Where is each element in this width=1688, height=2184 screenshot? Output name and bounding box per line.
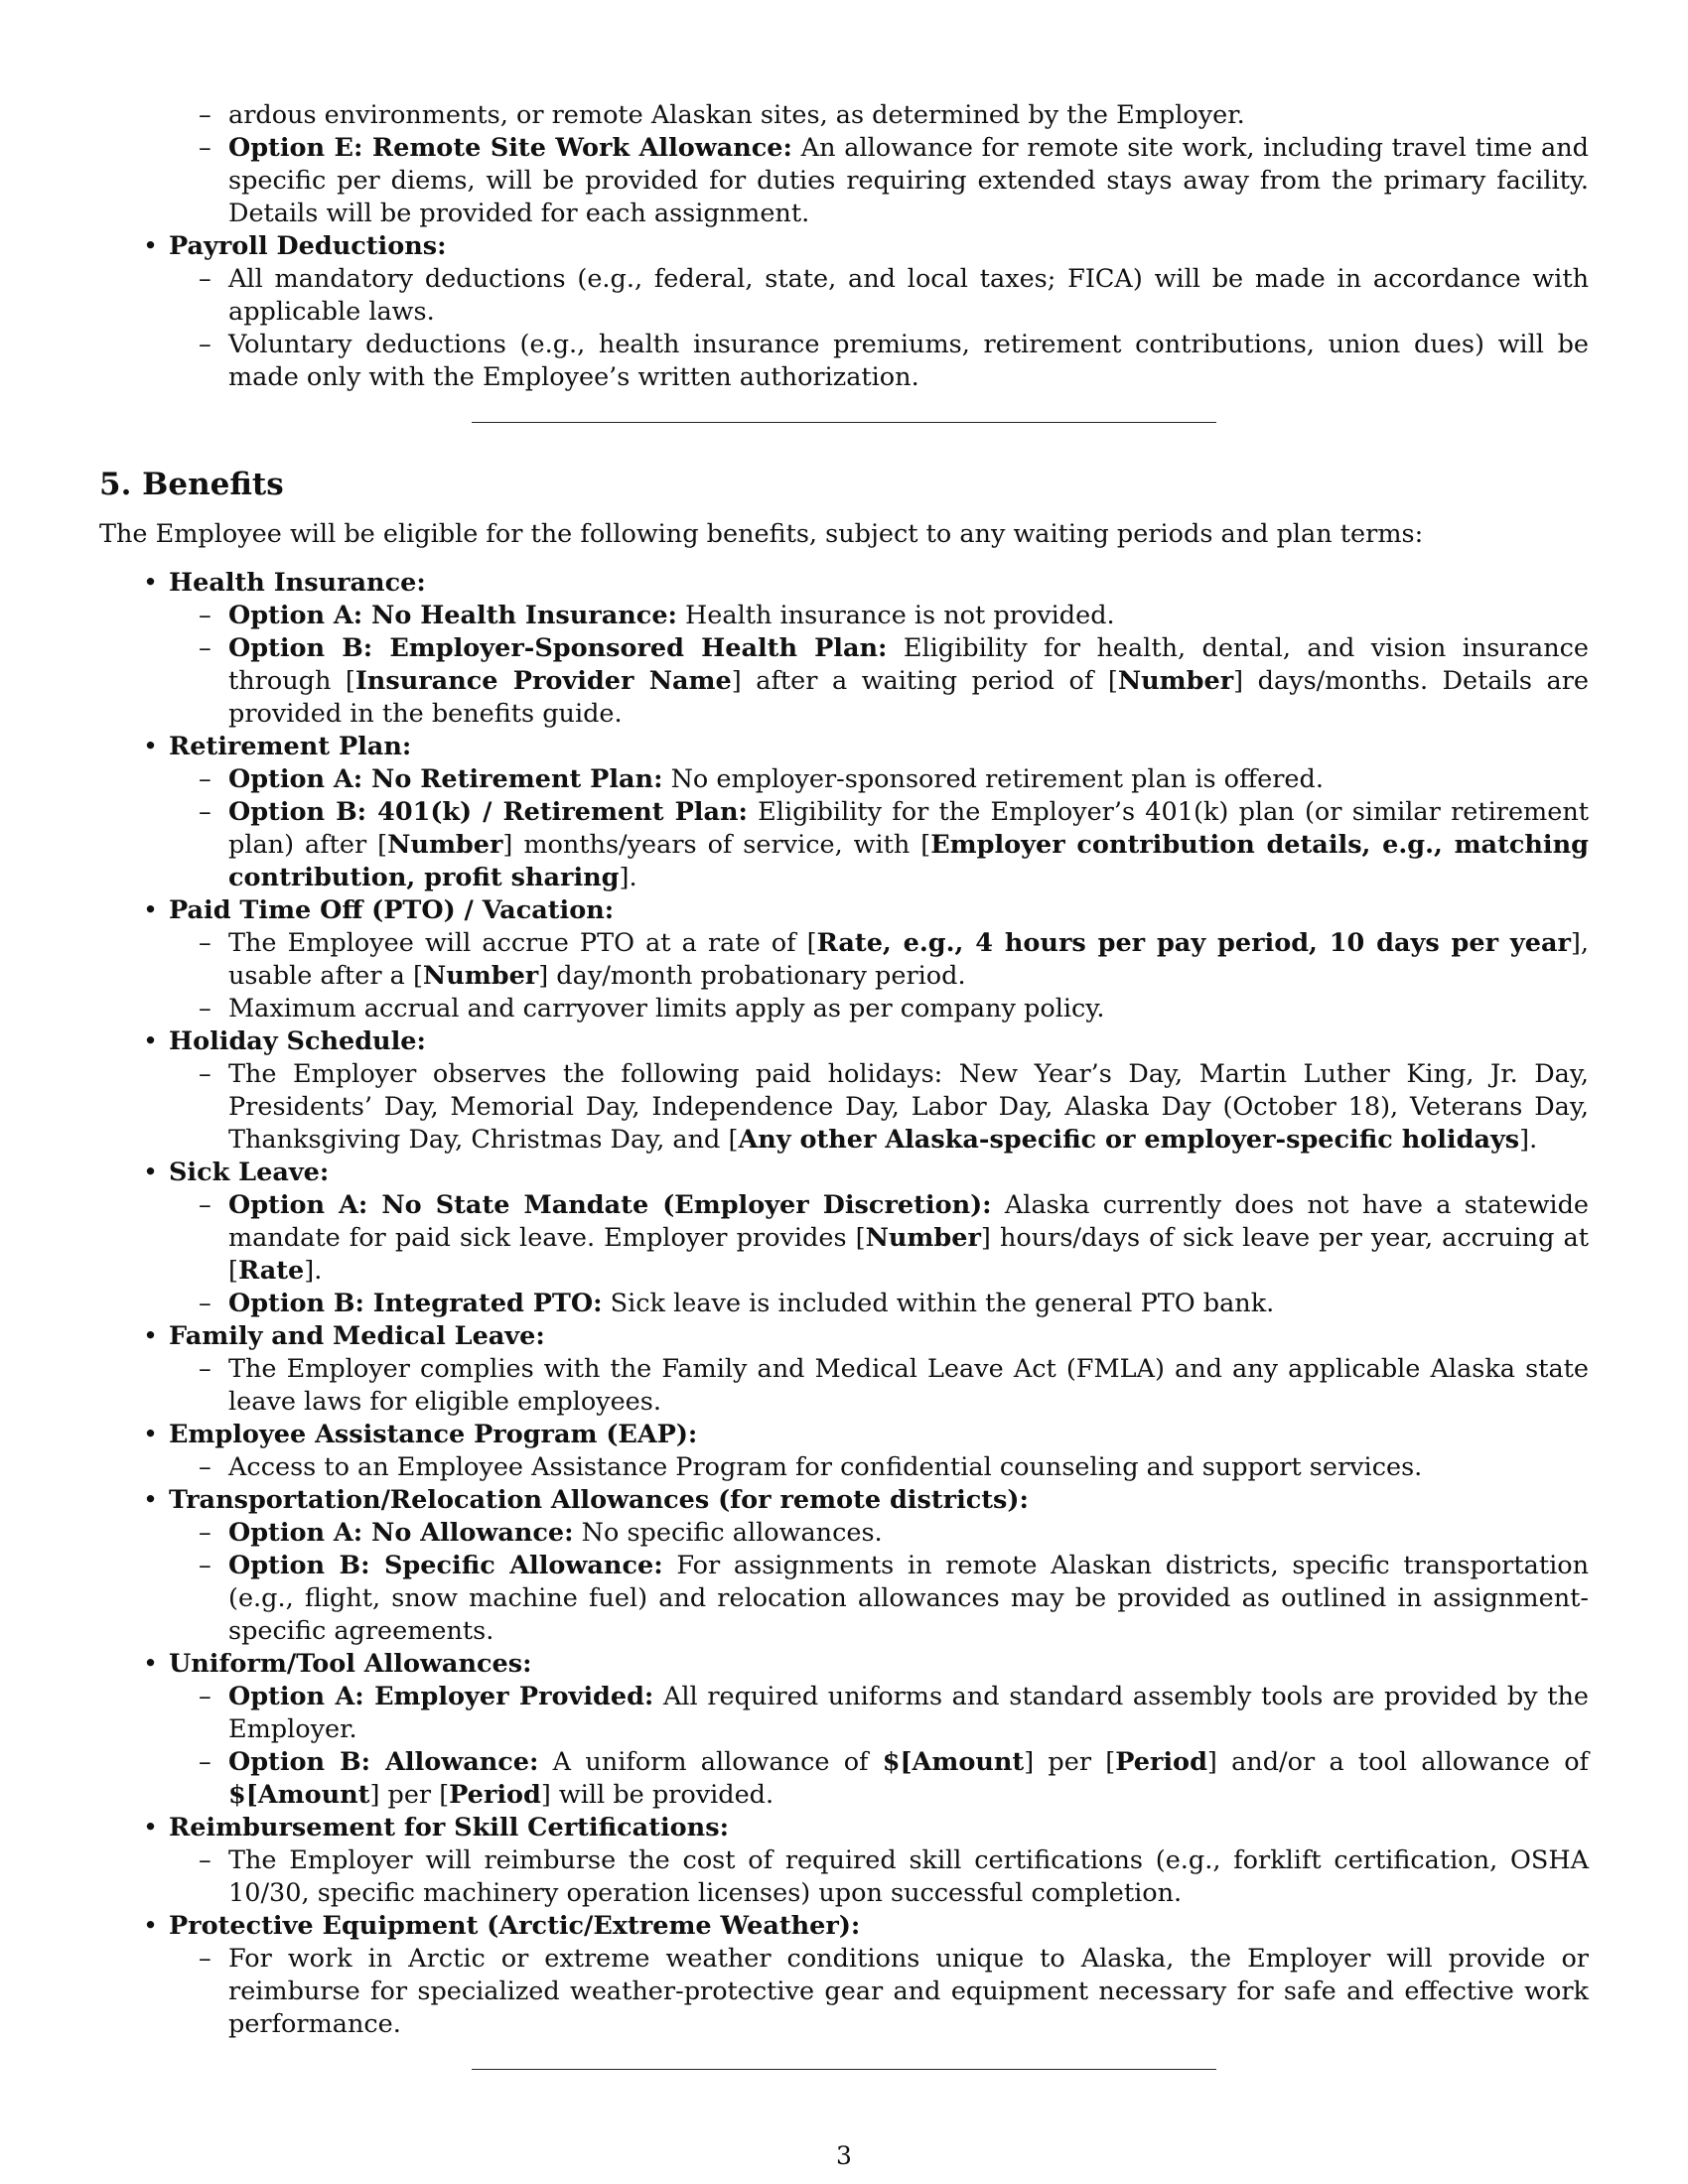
- protective-title: • Protective Equipment (Arctic/Extreme Weather):: [169, 1911, 861, 1941]
- text-segment: ].: [304, 1256, 323, 1286]
- pto-title: • Paid Time Off (PTO) / Vacation:: [169, 895, 615, 925]
- text-segment: ] and/or a tool allowance of: [1206, 1747, 1589, 1777]
- uniform-title: • Uniform/Tool Allowances:: [169, 1649, 532, 1679]
- cert-items: [169, 1844, 1589, 1910]
- placeholder: Number: [1117, 666, 1234, 696]
- benefit-retirement: [169, 731, 1589, 894]
- health-option-a: [228, 600, 1589, 632]
- document-page: [99, 99, 1589, 2070]
- benefit-pto: [169, 894, 1589, 1025]
- benefit-holiday: [169, 1025, 1589, 1157]
- benefits-list: [99, 567, 1589, 2041]
- pto-limits: – Maximum accrual and carryover limits apply as per company policy.: [228, 993, 1589, 1025]
- payroll-title: • Payroll Deductions:: [169, 231, 447, 261]
- text-segment: ] per [: [369, 1780, 450, 1810]
- sick-option-a: [228, 1189, 1589, 1288]
- benefit-eap: [169, 1419, 1589, 1484]
- option-e-list: [99, 132, 1589, 230]
- sick-option-b: [228, 1288, 1589, 1320]
- payroll-mandatory: – All mandatory deductions (e.g., federal, state, and local taxes; FICA) will be made in accordance with applicable laws.: [228, 263, 1589, 329]
- text-segment: ] per [: [1024, 1747, 1116, 1777]
- pto-items: [169, 927, 1589, 1025]
- transport-option-a-label: Option A: No Allowance:: [228, 1518, 574, 1548]
- benefit-fmla: [169, 1320, 1589, 1419]
- fmla-text: – The Employer complies with the Family and Medical Leave Act (FMLA) and any applicable Alaska state leave laws for eligible employees.: [228, 1353, 1589, 1419]
- text-segment: The Employee will accrue PTO at a rate of [: [228, 928, 817, 958]
- text-segment: ] after a waiting period of [: [731, 666, 1118, 696]
- placeholder: Number: [422, 961, 539, 991]
- uniform-option-a-text: All required uniforms and standard assembly tools are provided by the Employer.: [228, 1682, 1589, 1744]
- placeholder: $[Amount: [882, 1747, 1025, 1777]
- option-d-tail-text: ardous environments, or remote Alaskan sites, as determined by the Employer.: [228, 100, 1245, 130]
- page-number: 3: [836, 2141, 852, 2170]
- text-segment: A uniform allowance of: [538, 1747, 883, 1777]
- text-segment: ] months/years of service, with [: [502, 830, 931, 860]
- uniform-option-a: [228, 1681, 1589, 1746]
- transport-title: • Transportation/Relocation Allowances (for remote districts):: [169, 1485, 1029, 1515]
- placeholder: $[Amount: [228, 1780, 370, 1810]
- continued-options-list: [99, 99, 1589, 132]
- text-segment: ] hours/days of sick leave per year, accruing at [: [228, 1223, 1589, 1286]
- placeholder: Insurance Provider Name: [354, 666, 732, 696]
- placeholder: Number: [865, 1223, 981, 1253]
- section-title: 5. Benefits: [99, 467, 284, 502]
- health-option-a-text: Health insurance is not provided.: [676, 601, 1115, 630]
- placeholder: Period: [1115, 1747, 1207, 1777]
- sick-option-b-text: Sick leave is included within the general PTO bank.: [602, 1289, 1275, 1318]
- eap-title: • Employee Assistance Program (EAP):: [169, 1420, 698, 1449]
- benefit-sick-leave: [169, 1157, 1589, 1320]
- protective-items: [169, 1943, 1589, 2041]
- transport-option-a-text: No specific allowances.: [573, 1518, 883, 1548]
- pto-accrual: [228, 927, 1589, 993]
- transport-option-b: [228, 1550, 1589, 1648]
- health-title: • Health Insurance:: [169, 568, 426, 598]
- retirement-options: [169, 763, 1589, 894]
- benefit-uniform: [169, 1648, 1589, 1812]
- payroll-sub-list: [169, 263, 1589, 394]
- section-intro: The Employee will be eligible for the following benefits, subject to any waiting periods and plan terms:: [99, 519, 1424, 549]
- transport-options: [169, 1517, 1589, 1648]
- retirement-option-a-text: No employer-sponsored retirement plan is offered.: [662, 764, 1324, 794]
- placeholder: Any other Alaska-specific or employer-specific holidays: [738, 1125, 1520, 1155]
- sick-title: • Sick Leave:: [169, 1158, 330, 1187]
- holiday-items: [169, 1058, 1589, 1157]
- text-segment: ] day/month probationary period.: [538, 961, 966, 991]
- fmla-items: [169, 1353, 1589, 1419]
- holiday-title: • Holiday Schedule:: [169, 1026, 426, 1056]
- option-e-label: Option E: Remote Site Work Allowance:: [228, 133, 792, 163]
- protective-text: – For work in Arctic or extreme weather conditions unique to Alaska, the Employer will provide or reimburse for specialized weather-protective gear and equipment necessary for safe and effective work performance.: [228, 1943, 1589, 2041]
- placeholder: Rate: [237, 1256, 305, 1286]
- health-option-a-label: Option A: No Health Insurance:: [228, 601, 677, 630]
- retirement-option-a: [228, 763, 1589, 796]
- payroll-voluntary: – Voluntary deductions (e.g., health insurance premiums, retirement contributions, union dues) will be made only with the Employee’s written authorization.: [228, 329, 1589, 394]
- retirement-option-b: [228, 796, 1589, 894]
- text-segment: Eligibility for health, dental, and vision insurance through [: [228, 633, 1589, 696]
- transport-option-b-label: Option B: Specific Allowance:: [228, 1551, 663, 1580]
- horizontal-rule-bottom: [472, 2069, 1216, 2070]
- horizontal-rule: [472, 422, 1216, 423]
- transport-option-b-text: For assignments in remote Alaskan districts, specific transportation (e.g., flight, snow machine fuel) and relocation allowances may be provided as outlined in assignment-specific agreements.: [228, 1551, 1589, 1646]
- retirement-title: • Retirement Plan:: [169, 732, 412, 761]
- benefit-certifications: [169, 1812, 1589, 1910]
- text-segment: Alaska currently does not have a statewide mandate for paid sick leave. Employer provides [: [228, 1190, 1589, 1253]
- payroll-item: [169, 230, 1589, 394]
- text-segment: ].: [619, 863, 637, 892]
- sick-option-b-label: Option B: Integrated PTO:: [228, 1289, 603, 1318]
- uniform-option-a-label: Option A: Employer Provided:: [228, 1682, 654, 1711]
- retirement-option-b-label: Option B: 401(k) / Retirement Plan:: [228, 797, 748, 827]
- benefit-transport: [169, 1484, 1589, 1648]
- placeholder: Number: [387, 830, 503, 860]
- cert-title: • Reimbursement for Skill Certifications:: [169, 1813, 729, 1843]
- uniform-options: [169, 1681, 1589, 1812]
- holiday-list: [228, 1058, 1589, 1157]
- transport-option-a: [228, 1517, 1589, 1550]
- health-options: [169, 600, 1589, 731]
- text-segment: Eligibility for the Employer’s 401(k) plan (or similar retirement plan) after [: [228, 797, 1589, 860]
- eap-items: [169, 1451, 1589, 1484]
- retirement-option-a-label: Option A: No Retirement Plan:: [228, 764, 663, 794]
- text-segment: The Employer observes the following paid holidays: New Year’s Day, Martin Luther King, Jr. Day, Presidents’ Day, Memorial Day, Independence Day, Labor Day, Alaska Day (October 18), Veterans Day, Thanksgiving Day, Christmas Day, and [: [228, 1059, 1589, 1155]
- placeholder: Period: [449, 1780, 541, 1810]
- uniform-option-b-label: Option B: Allowance:: [228, 1747, 539, 1777]
- benefit-protective-equipment: [169, 1910, 1589, 2041]
- health-option-b: [228, 632, 1589, 731]
- sick-options: [169, 1189, 1589, 1320]
- option-e-text: An allowance for remote site work, including travel time and specific per diems, will be provided for duties requiring extended stays away from the primary facility. Details will be provided for each assignment.: [228, 133, 1589, 228]
- cert-text: – The Employer will reimburse the cost of required skill certifications (e.g., forklift certification, OSHA 10/30, specific machinery operation licenses) upon successful completion.: [228, 1844, 1589, 1910]
- payroll-list: [99, 230, 1589, 394]
- option-e-item: [228, 132, 1589, 230]
- uniform-option-b: [228, 1746, 1589, 1812]
- placeholder: Rate, e.g., 4 hours per pay period, 10 days per year: [816, 928, 1571, 958]
- fmla-title: • Family and Medical Leave:: [169, 1321, 545, 1351]
- text-segment: ], usable after a [: [228, 928, 1589, 991]
- text-segment: ].: [1519, 1125, 1538, 1155]
- benefit-health-insurance: [169, 567, 1589, 731]
- eap-text: – Access to an Employee Assistance Program for confidential counseling and support services.: [228, 1451, 1589, 1484]
- option-d-continuation: [228, 99, 1589, 132]
- sick-option-a-label: Option A: No State Mandate (Employer Discretion):: [228, 1190, 992, 1220]
- health-option-b-label: Option B: Employer-Sponsored Health Plan:: [228, 633, 888, 663]
- text-segment: ] will be provided.: [540, 1780, 774, 1810]
- text-segment: ] days/months. Details are provided in the benefits guide.: [228, 666, 1590, 729]
- placeholder: Employer contribution details, e.g., matching contribution, profit sharing: [228, 830, 1589, 892]
